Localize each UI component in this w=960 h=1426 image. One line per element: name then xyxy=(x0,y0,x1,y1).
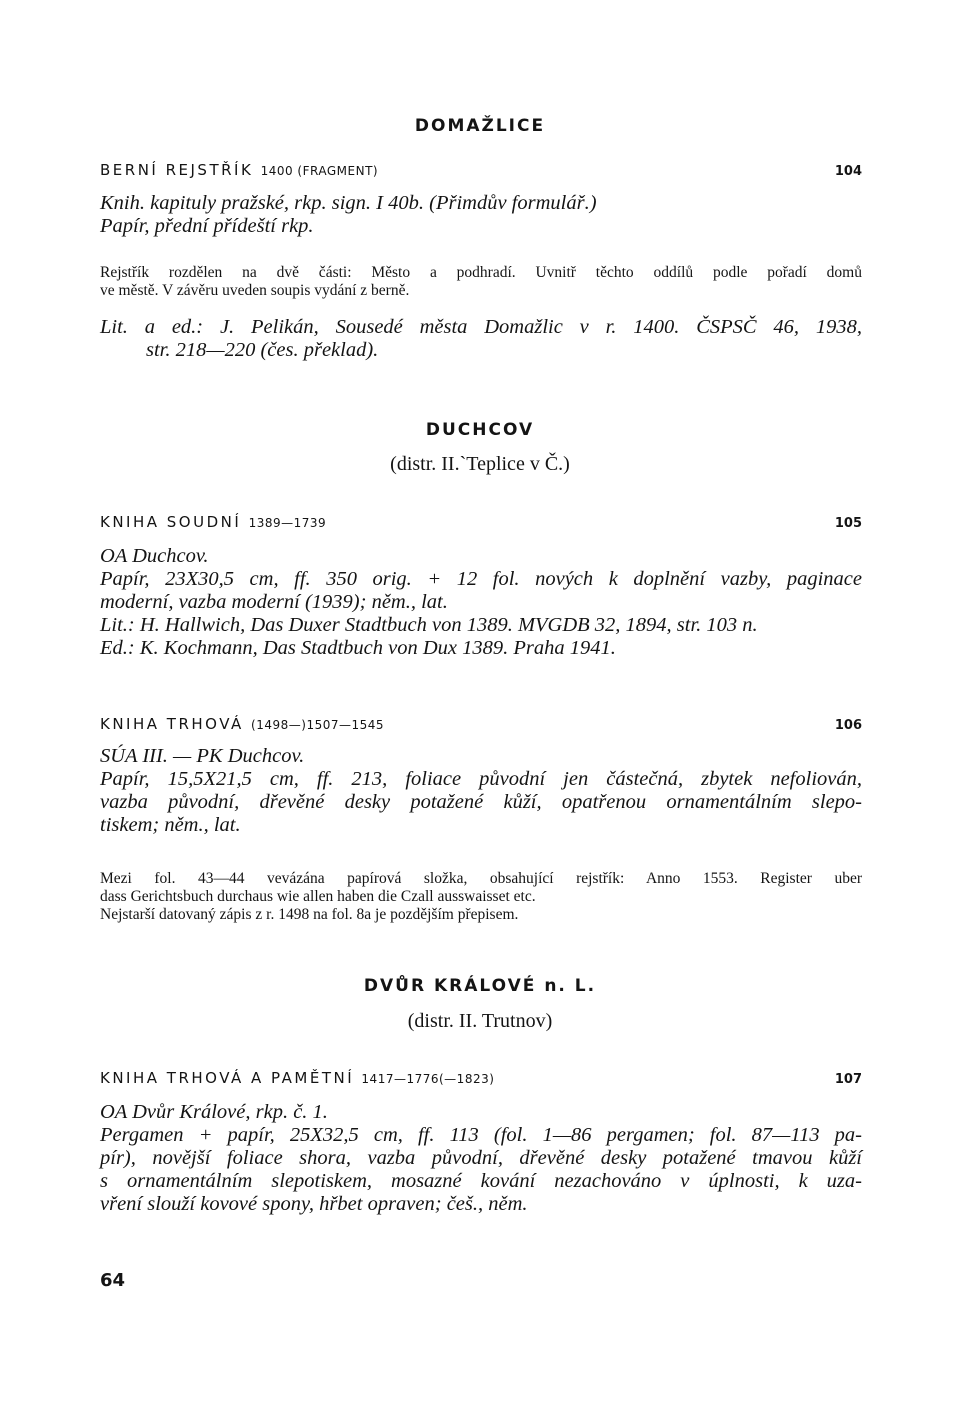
town-heading-duchcov: DUCHCOV xyxy=(425,420,535,440)
entry-line: Papír, 15,5X21,5 cm, ff. 213, foliace původní jen částečná, zbytek nefoliován, xyxy=(100,768,862,790)
entry-line: Papír, 23X30,5 cm, ff. 350 orig. + 12 fol. nových k doplnění vazby, paginace xyxy=(100,568,862,590)
entry-number-106: 106 xyxy=(834,718,862,733)
district-dvur-kralove: (distr. II. Trutnov) xyxy=(407,1010,553,1032)
entry-number-105: 105 xyxy=(834,516,862,531)
note-line: Mezi fol. 43—44 vevázána papírová složka, obsahující rejstřík: Anno 1553. Register uber xyxy=(100,870,862,887)
entry-body-105 xyxy=(100,545,862,660)
entry-heading-text: BERNÍ REJSTŘÍK xyxy=(100,161,254,179)
entry-heading-104 xyxy=(100,161,378,179)
entry-body-106 xyxy=(100,745,862,837)
entry-line: pír), novější foliace shora, vazba původní, dřevěné desky potažené tmavou kůží xyxy=(100,1147,862,1169)
entry-line: OA Dvůr Králové, rkp. č. 1. xyxy=(100,1101,328,1123)
entry-note-104 xyxy=(100,264,862,300)
entry-number-104: 104 xyxy=(834,164,862,179)
district-duchcov: (distr. II.`Teplice v Č.) xyxy=(390,453,570,475)
entry-heading-105 xyxy=(100,513,326,531)
entry-line: vření slouží kovové spony, hřbet opraven; češ., něm. xyxy=(100,1193,528,1215)
lit-line: Lit. a ed.: J. Pelikán, Sousedé města Domažlic v r. 1400. ČSPSČ 46, 1938, xyxy=(100,316,862,338)
lit-line: str. 218—220 (čes. překlad). xyxy=(146,339,379,361)
entry-line: tiskem; něm., lat. xyxy=(100,814,241,836)
entry-body-104 xyxy=(100,192,597,238)
entry-line: Papír, přední přídeští rkp. xyxy=(100,215,314,237)
entry-heading-106 xyxy=(100,715,384,733)
entry-line: moderní, vazba moderní (1939); něm., lat. xyxy=(100,591,448,613)
entry-line: Pergamen + papír, 25X32,5 cm, ff. 113 (fol. 1—86 pergamen; fol. 87—113 pa- xyxy=(100,1124,862,1146)
note-line: ve městě. V závěru uveden soupis vydání z berně. xyxy=(100,282,410,299)
entry-heading-text: KNIHA TRHOVÁ A PAMĚTNÍ xyxy=(100,1069,355,1087)
entry-heading-107 xyxy=(100,1069,494,1087)
town-heading-dvur-kralove: DVŮR KRÁLOVÉ n. L. xyxy=(363,976,597,996)
entry-note-106 xyxy=(100,870,862,924)
entry-body-107 xyxy=(100,1101,862,1216)
entry-line: OA Duchcov. xyxy=(100,545,209,567)
entry-line: Lit.: H. Hallwich, Das Duxer Stadtbuch von 1389. MVGDB 32, 1894, str. 103 n. xyxy=(100,614,758,636)
entry-line: SÚA III. — PK Duchcov. xyxy=(100,745,305,767)
entry-line: Knih. kapituly pražské, rkp. sign. I 40b. (Přimdův formulář.) xyxy=(100,192,597,214)
entry-line: vazba původní, dřevěné desky potažené kůží, opatřenou ornamentálním slepo- xyxy=(100,791,862,813)
note-line: dass Gerichtsbuch durchaus wie allen haben die Czall ausswaisset etc. xyxy=(100,888,536,905)
entry-line: s ornamentálním slepotiskem, mosazné kování nezachováno v úplnosti, k uza- xyxy=(100,1170,862,1192)
note-line: Rejstřík rozdělen na dvě části: Město a podhradí. Uvnitř těchto oddílů podle pořadí domů xyxy=(100,264,862,281)
entry-literature-104 xyxy=(100,316,862,362)
entry-heading-range: 1417—1776(—1823) xyxy=(361,1072,495,1086)
entry-line: Ed.: K. Kochmann, Das Stadtbuch von Dux 1389. Praha 1941. xyxy=(100,637,616,659)
entry-heading-range: 1389—1739 xyxy=(248,516,327,530)
entry-heading-range: 1400 (FRAGMENT) xyxy=(260,164,379,178)
entry-number-107: 107 xyxy=(834,1072,862,1087)
note-line: Nejstarší datovaný zápis z r. 1498 na fol. 8a je pozdějším přepisem. xyxy=(100,906,519,923)
town-heading-domazlice: DOMAŽLICE xyxy=(414,116,546,136)
entry-heading-range: (1498—)1507—1545 xyxy=(251,718,385,732)
page-number: 64 xyxy=(100,1270,126,1291)
entry-heading-text: KNIHA SOUDNÍ xyxy=(100,513,242,531)
entry-heading-text: KNIHA TRHOVÁ xyxy=(100,715,244,733)
